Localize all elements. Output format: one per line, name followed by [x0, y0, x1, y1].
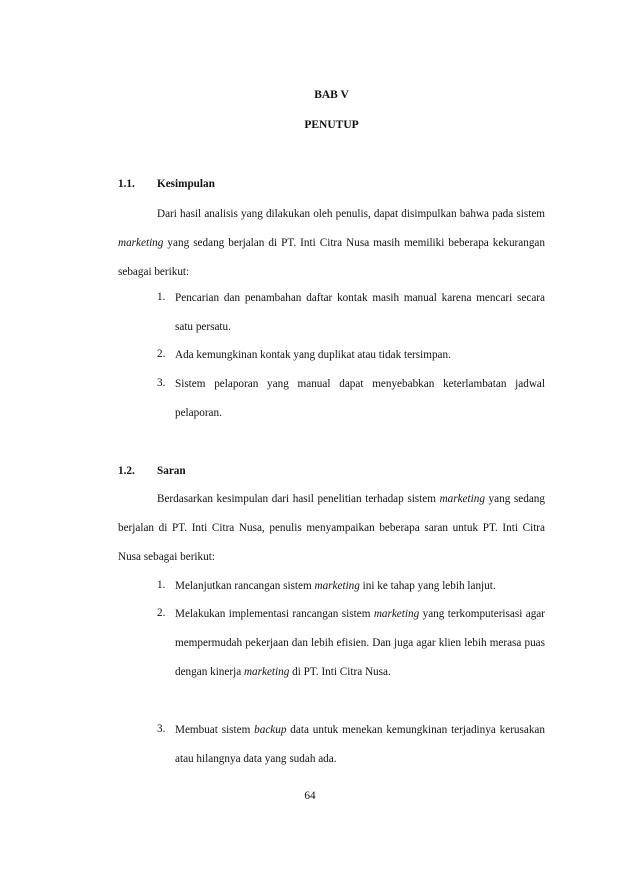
text-run: Membuat sistem: [175, 724, 255, 736]
text-run: Melanjutkan rancangan sistem: [175, 580, 315, 592]
text-run: ini ke tahap yang lebih lanjut.: [359, 580, 496, 592]
text-run: yang terkomputerisasi agar mempermudah pekerjaan dan lebih efisien. Dan juga agar klien lebih merasa puas dengan kinerja: [175, 608, 545, 678]
text-run: Melakukan implementasi rancangan sistem: [175, 608, 374, 620]
italic-term: marketing: [118, 237, 164, 249]
list-text: [175, 572, 545, 601]
list-text: Ada kemungkinan kontak yang duplikat atau tidak tersimpan.: [175, 349, 451, 361]
text-run: di PT. Inti Citra Nusa.: [289, 666, 391, 678]
list-number: 1.: [157, 579, 166, 591]
section-number: 1.1.: [118, 178, 135, 190]
section-number: 1.2.: [118, 465, 135, 477]
list-text: [175, 600, 545, 687]
text-run: yang sedang berjalan di PT. Inti Citra Nusa masih memiliki beberapa kekurangan sebagai berikut:: [118, 237, 545, 278]
list-text: Sistem pelaporan yang manual dapat menyebabkan keterlambatan jadwal pelaporan.: [175, 378, 545, 419]
section-heading-kesimpulan: [118, 178, 215, 190]
chapter-subtitle: PENUTUP: [304, 119, 359, 131]
list-number: 2.: [157, 348, 166, 360]
section-title: Saran: [157, 465, 186, 477]
text-run: data untuk menekan kemungkinan terjadinya kerusakan atau hilangnya data yang sudah ada.: [175, 724, 545, 765]
section-title: Kesimpulan: [157, 178, 215, 190]
text-run: Berdasarkan kesimpulan dari hasil penelitian terhadap sistem: [157, 493, 440, 505]
list-number: 1.: [157, 291, 166, 303]
paragraph-saran-intro: [118, 485, 545, 572]
list-text: Pencarian dan penambahan daftar kontak masih manual karena mencari secara satu persatu.: [175, 292, 545, 333]
page-number: 64: [304, 790, 316, 802]
italic-term: marketing: [314, 580, 360, 592]
italic-term: marketing: [373, 608, 420, 620]
section-heading-saran: [118, 465, 186, 477]
italic-term: marketing: [243, 666, 290, 678]
italic-term: backup: [254, 724, 287, 736]
italic-term: marketing: [439, 493, 485, 505]
paragraph-kesimpulan-intro: [118, 200, 545, 287]
list-number: 2.: [157, 607, 166, 619]
list-text: [175, 716, 545, 774]
text-run: yang sedang berjalan di PT. Inti Citra Nusa, penulis menyampaikan beberapa saran untuk PT. Inti Citra Nusa sebagai berikut:: [118, 493, 545, 563]
chapter-title: BAB V: [314, 89, 349, 101]
list-number: 3.: [157, 723, 166, 735]
list-number: 3.: [157, 377, 166, 389]
text-run: Dari hasil analisis yang dilakukan oleh penulis, dapat disimpulkan bahwa pada sistem: [157, 208, 545, 220]
